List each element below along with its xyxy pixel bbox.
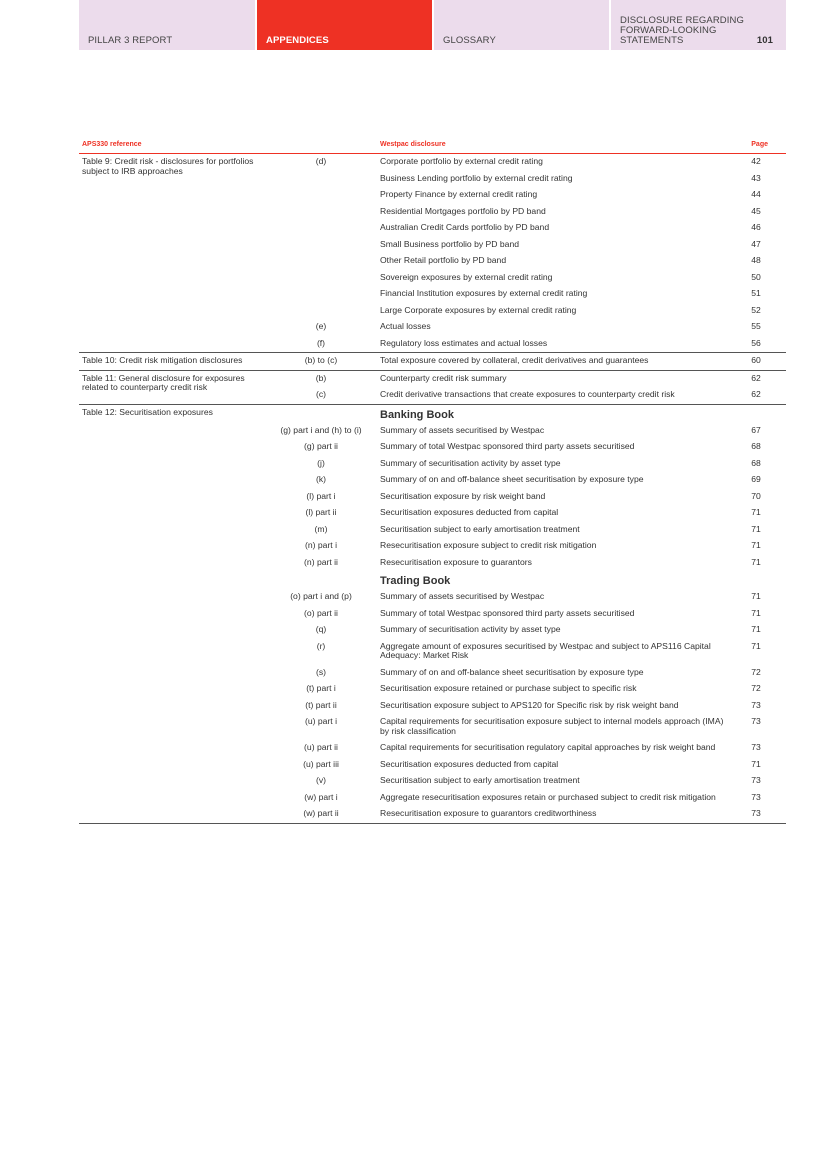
table-row <box>79 757 786 774</box>
disclosure-description: Credit derivative transactions that create exposures to counterparty credit risk <box>380 389 675 399</box>
page-reference: 71 <box>751 523 761 534</box>
page-reference: 48 <box>751 255 761 265</box>
sub-reference: (g) part i and (h) to (i) <box>280 424 362 435</box>
disclosure-description: Summary of assets securitised by Westpac <box>380 424 545 435</box>
page-reference: 45 <box>751 205 761 216</box>
sub-reference: (s) <box>315 666 327 677</box>
disclosure-description: Securitisation subject to early amortisation treatment <box>380 775 580 785</box>
tab-label: PILLAR 3 REPORT <box>88 35 173 46</box>
sub-reference: (c) <box>315 389 327 399</box>
table-row <box>79 270 786 287</box>
sub-reference <box>269 171 373 188</box>
disclosure-description: Corporate portfolio by external credit rating <box>380 156 543 166</box>
disclosure-description: Securitisation subject to early amortisation treatment <box>380 523 580 534</box>
page-reference: 44 <box>751 189 761 199</box>
page-reference: 71 <box>751 507 761 517</box>
table-row <box>79 387 786 404</box>
page-reference: 73 <box>751 791 761 802</box>
table-row <box>79 319 786 336</box>
disclosure-description: Property Finance by external credit rating <box>380 189 538 199</box>
page-reference: 73 <box>751 742 761 752</box>
table-row <box>79 665 786 682</box>
page-number: 101 <box>756 35 773 46</box>
disclosure-description: Capital requirements for securitisation exposure subject to internal models approach (IMA) by risk classification <box>380 716 724 736</box>
table-row <box>79 353 786 370</box>
sub-reference: (o) part ii <box>304 607 338 618</box>
table-row <box>79 790 786 807</box>
table-row <box>79 220 786 237</box>
table-row <box>79 698 786 715</box>
disclosure-description: Summary of assets securitised by Westpac <box>380 591 545 601</box>
page-reference: 73 <box>751 775 761 785</box>
disclosure-description: Summary of on and off-balance sheet securitisation by exposure type <box>380 474 644 484</box>
table-row <box>79 773 786 790</box>
sub-reference: (u) part i <box>305 716 337 726</box>
page-reference: 52 <box>751 304 761 315</box>
page-reference: 71 <box>751 591 761 601</box>
table-group <box>79 353 786 371</box>
disclosure-description: Business Lending portfolio by external credit rating <box>380 172 573 183</box>
table-row <box>79 522 786 539</box>
sub-reference <box>269 253 373 270</box>
table-row <box>79 303 786 320</box>
sub-reference: (q) <box>315 624 327 634</box>
table-row <box>79 204 786 221</box>
sub-reference <box>269 303 373 320</box>
sub-reference: (j) <box>317 457 325 468</box>
table-row <box>79 555 786 572</box>
page-reference: 71 <box>751 758 761 769</box>
page-reference: 50 <box>751 271 761 282</box>
table-group <box>79 154 786 353</box>
sub-reference: (w) part i <box>304 791 338 802</box>
table-row <box>79 606 786 623</box>
tab-label: APPENDICES <box>266 35 329 46</box>
table-row <box>79 456 786 473</box>
page-reference: 71 <box>751 624 761 634</box>
disclosure-description: Aggregate resecuritisation exposures retain or purchased subject to credit risk mitigation <box>380 791 716 802</box>
table-row <box>79 639 786 665</box>
table-row <box>79 187 786 204</box>
disclosure-description: Large Corporate exposures by external credit rating <box>380 304 577 315</box>
disclosure-description: Securitisation exposure subject to APS120 for Specific risk by risk weight band <box>380 699 679 710</box>
sub-reference: (b) to (c) <box>304 355 338 365</box>
table-body <box>79 154 786 824</box>
sub-reference: (w) part ii <box>303 808 339 818</box>
table-row <box>79 489 786 506</box>
sub-reference <box>269 270 373 287</box>
disclosure-description: Other Retail portfolio by PD band <box>380 255 507 265</box>
table-row <box>79 237 786 254</box>
table-group-securitisation <box>79 405 786 824</box>
page-reference: 71 <box>751 540 761 550</box>
page-reference: 55 <box>751 321 761 331</box>
page-reference: 68 <box>751 457 761 468</box>
page-reference: 72 <box>751 683 761 693</box>
disclosure-description: Sovereign exposures by external credit rating <box>380 271 553 282</box>
page-reference: 68 <box>751 441 761 451</box>
table-row <box>79 171 786 188</box>
sub-reference: (n) part i <box>305 540 337 550</box>
sub-reference: (e) <box>315 321 327 331</box>
page-reference: 47 <box>751 238 761 249</box>
sub-reference: (t) part ii <box>305 699 337 710</box>
sub-reference: (l) part i <box>306 490 336 501</box>
disclosure-description: Resecuritisation exposure to guarantors <box>380 556 532 567</box>
disclosure-description: Total exposure covered by collateral, credit derivatives and guarantees <box>380 355 649 365</box>
sub-reference <box>269 220 373 237</box>
sub-reference: (u) part ii <box>304 742 338 752</box>
page-reference: 51 <box>751 288 761 298</box>
tab-glossary[interactable] <box>434 0 609 50</box>
table-row <box>79 681 786 698</box>
disclosure-description: Securitisation exposure retained or purchase subject to specific risk <box>380 683 637 693</box>
table-row <box>79 589 786 606</box>
sub-reference <box>269 286 373 303</box>
column-header-disclosure: Westpac disclosure <box>380 141 446 148</box>
sub-reference <box>269 237 373 254</box>
page-reference: 71 <box>751 556 761 567</box>
tab-label: DISCLOSURE REGARDING FORWARD-LOOKING STATEMENTS <box>620 15 744 46</box>
group-label: Table 12: Securitisation exposures <box>82 406 213 417</box>
disclosure-description: Aggregate amount of exposures securitised by Westpac and subject to APS116 Capital Adequacy: Market Risk <box>380 640 711 660</box>
trading-book-title: Trading Book <box>380 575 451 587</box>
group-label: Table 9: Credit risk - disclosures for portfolios subject to IRB approaches <box>82 156 254 176</box>
disclosure-description: Securitisation exposures deducted from capital <box>380 758 559 769</box>
disclosure-description: Actual losses <box>380 321 431 331</box>
disclosure-description: Residential Mortgages portfolio by PD band <box>380 205 546 216</box>
table-header <box>79 138 786 154</box>
page-reference: 69 <box>751 474 761 484</box>
disclosure-description: Australian Credit Cards portfolio by PD band <box>380 222 550 232</box>
page-reference: 43 <box>751 172 761 183</box>
column-header-page: Page <box>751 141 768 148</box>
table-row <box>79 439 786 456</box>
tab-appendices[interactable] <box>257 0 432 50</box>
sub-reference <box>269 187 373 204</box>
sub-reference: (d) <box>315 156 327 166</box>
table-row <box>79 740 786 757</box>
disclosure-description: Resecuritisation exposure subject to credit risk mitigation <box>380 540 597 550</box>
page-reference: 71 <box>751 607 761 618</box>
tab-disclosure-forward-looking[interactable] <box>611 0 786 50</box>
disclosure-description: Securitisation exposures deducted from capital <box>380 507 559 517</box>
group-label: Table 11: General disclosure for exposures related to counterparty credit risk <box>82 372 245 392</box>
page-reference: 67 <box>751 424 761 435</box>
sub-reference: (b) <box>315 372 327 383</box>
page-reference: 60 <box>751 355 761 365</box>
table-row <box>79 622 786 639</box>
sub-reference: (n) part ii <box>304 556 338 567</box>
banking-book-title: Banking Book <box>380 408 454 421</box>
table-row <box>79 714 786 740</box>
table-row <box>79 806 786 823</box>
tab-pillar-3-report[interactable] <box>79 0 255 50</box>
disclosure-description: Small Business portfolio by PD band <box>380 238 520 249</box>
table-row <box>79 371 786 388</box>
table-row <box>79 253 786 270</box>
table-group <box>79 371 786 405</box>
page-reference: 70 <box>751 490 761 501</box>
page-reference: 56 <box>751 337 761 348</box>
disclosure-description: Summary of total Westpac sponsored third party assets securitised <box>380 607 635 618</box>
sub-reference: (r) <box>316 640 326 651</box>
aps330-reference-table <box>79 138 786 824</box>
sub-reference: (l) part ii <box>305 507 337 517</box>
disclosure-description: Summary of total Westpac sponsored third party assets securitised <box>380 441 635 451</box>
disclosure-description: Financial Institution exposures by external credit rating <box>380 288 588 298</box>
table-row <box>79 154 786 171</box>
sub-reference: (g) part ii <box>304 441 338 451</box>
disclosure-description: Regulatory loss estimates and actual losses <box>380 337 548 348</box>
page-reference: 72 <box>751 666 761 677</box>
table-row <box>79 472 786 489</box>
table-row <box>79 505 786 522</box>
disclosure-description: Securitisation exposure by risk weight band <box>380 490 546 501</box>
page-reference: 42 <box>751 156 761 166</box>
page-reference: 73 <box>751 699 761 710</box>
page-reference: 73 <box>751 716 761 726</box>
sub-reference: (v) <box>315 775 327 785</box>
trading-book-row <box>79 571 786 589</box>
top-navigation <box>79 0 786 50</box>
sub-reference: (o) part i and (p) <box>290 591 352 601</box>
disclosure-description: Summary of securitisation activity by asset type <box>380 457 561 468</box>
table-row <box>79 423 786 440</box>
sub-reference: (k) <box>315 474 327 484</box>
tab-label: GLOSSARY <box>443 35 496 46</box>
page-reference: 71 <box>751 640 761 651</box>
column-header-reference: APS330 reference <box>82 141 142 148</box>
disclosure-description: Capital requirements for securitisation regulatory capital approaches by risk weight band <box>380 742 716 752</box>
sub-reference: (u) part iii <box>303 758 339 769</box>
page-reference: 73 <box>751 808 761 818</box>
banking-book-row <box>79 405 786 423</box>
disclosure-description: Counterparty credit risk summary <box>380 372 507 383</box>
table-row <box>79 538 786 555</box>
page-reference: 62 <box>751 372 761 383</box>
page-reference: 46 <box>751 222 761 232</box>
group-label: Table 10: Credit risk mitigation disclosures <box>82 355 243 365</box>
sub-reference <box>269 204 373 221</box>
sub-reference: (m) <box>314 523 328 534</box>
disclosure-description: Summary of on and off-balance sheet securitisation by exposure type <box>380 666 644 677</box>
disclosure-description: Resecuritisation exposure to guarantors creditworthiness <box>380 808 597 818</box>
sub-reference: (f) <box>316 337 326 348</box>
table-row <box>79 336 786 353</box>
page-reference: 62 <box>751 389 761 399</box>
disclosure-description: Summary of securitisation activity by asset type <box>380 624 561 634</box>
table-row <box>79 286 786 303</box>
sub-reference: (t) part i <box>306 683 336 693</box>
